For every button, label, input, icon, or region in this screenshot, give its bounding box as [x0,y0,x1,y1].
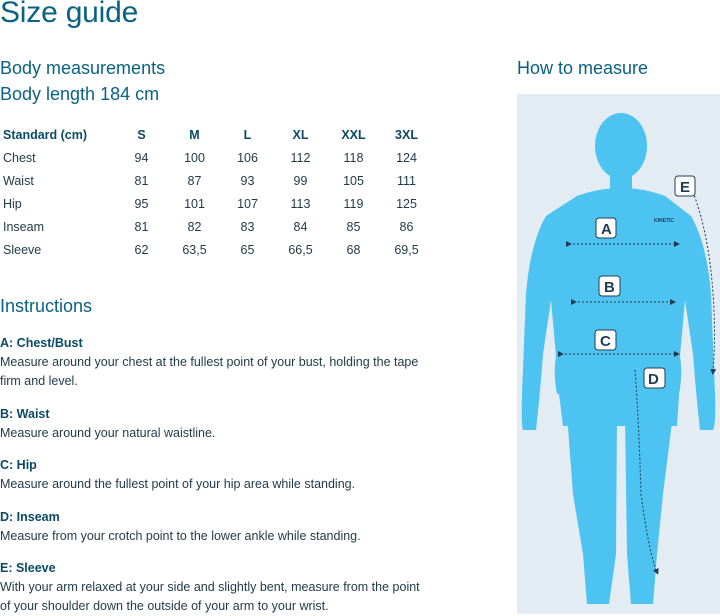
table-cell: 105 [343,173,364,188]
table-row [0,192,433,215]
row-label: Chest [3,150,36,165]
body-silhouette [517,94,720,614]
marker-e [675,176,695,196]
body-measurements-heading: Body measurements [0,58,166,78]
instruction-heading: E: Sleeve [0,561,56,575]
instruction-inseam [0,508,420,546]
table-cell: 93 [240,173,255,188]
marker-d [644,368,665,388]
row-label: Waist [3,173,34,188]
table-cell: 112 [290,150,311,165]
instruction-hip [0,456,420,494]
page-title: Size guide [0,0,139,29]
table-cell: 63,5 [182,242,207,257]
header-xxl: XXL [341,127,366,142]
marker-c [595,330,616,350]
instruction-waist [0,405,420,443]
table-cell: 106 [237,150,258,165]
row-label: Inseam [3,219,44,234]
svg-text:C: C [600,333,611,350]
table-cell: 94 [134,150,149,165]
svg-text:E: E [680,179,691,196]
table-cell: 84 [293,219,308,234]
table-cell: 124 [396,150,417,165]
instruction-text: Measure from your crotch point to the lower ankle while standing. [0,529,361,543]
size-table-header-row [0,123,433,146]
table-cell: 62 [134,242,149,257]
svg-text:D: D [648,371,659,388]
header-xl: XL [292,127,309,142]
table-cell: 65 [240,242,255,257]
table-cell: 118 [343,150,364,165]
instruction-chest [0,334,420,391]
table-cell: 101 [184,196,205,211]
table-cell: 81 [134,219,149,234]
brand-label: KINETIC [654,218,674,224]
instructions-heading: Instructions [0,296,93,316]
table-cell: 100 [184,150,205,165]
table-cell: 111 [396,173,416,188]
body-length-heading: Body length 184 cm [0,84,160,104]
marker-b [599,276,620,296]
instruction-heading: B: Waist [0,407,50,421]
instruction-heading: D: Inseam [0,510,60,524]
instruction-text: With your arm relaxed at your side and slightly bent, measure from the point of your shoulder down the outside of your arm to your wrist. [0,580,420,613]
table-cell: 119 [343,196,364,211]
table-cell: 107 [237,196,258,211]
instruction-text: Measure around your chest at the fullest point of your bust, holding the tape firm and level. [0,355,419,388]
row-label: Sleeve [3,242,42,257]
instruction-heading: A: Chest/Bust [0,336,83,350]
header-l: L [243,127,252,142]
header-standard: Standard (cm) [3,127,88,142]
svg-text:B: B [604,279,615,296]
table-cell: 66,5 [288,242,313,257]
table-row [0,215,433,238]
table-row [0,146,433,169]
header-m: M [189,127,200,142]
marker-a [596,218,616,238]
table-row [0,169,433,192]
svg-text:A: A [601,221,612,238]
table-cell: 95 [134,196,149,211]
instruction-text: Measure around your natural waistline. [0,426,216,440]
table-cell: 99 [293,173,308,188]
size-table [0,123,433,261]
table-cell: 125 [396,196,417,211]
table-row [0,238,433,261]
header-3xl: 3XL [395,127,418,142]
table-cell: 68 [346,242,361,257]
table-cell: 113 [290,196,311,211]
instruction-heading: C: Hip [0,458,37,472]
table-cell: 86 [399,219,414,234]
table-cell: 87 [187,173,202,188]
table-cell: 69,5 [394,242,419,257]
table-cell: 81 [134,173,149,188]
row-label: Hip [3,196,22,211]
instruction-sleeve [0,559,420,616]
instruction-text: Measure around the fullest point of your hip area while standing. [0,477,356,491]
how-to-measure-heading: How to measure [517,58,649,78]
header-s: S [137,127,146,142]
table-cell: 83 [240,219,255,234]
measurement-figure [517,94,720,614]
table-cell: 85 [346,219,361,234]
table-cell: 82 [187,219,202,234]
